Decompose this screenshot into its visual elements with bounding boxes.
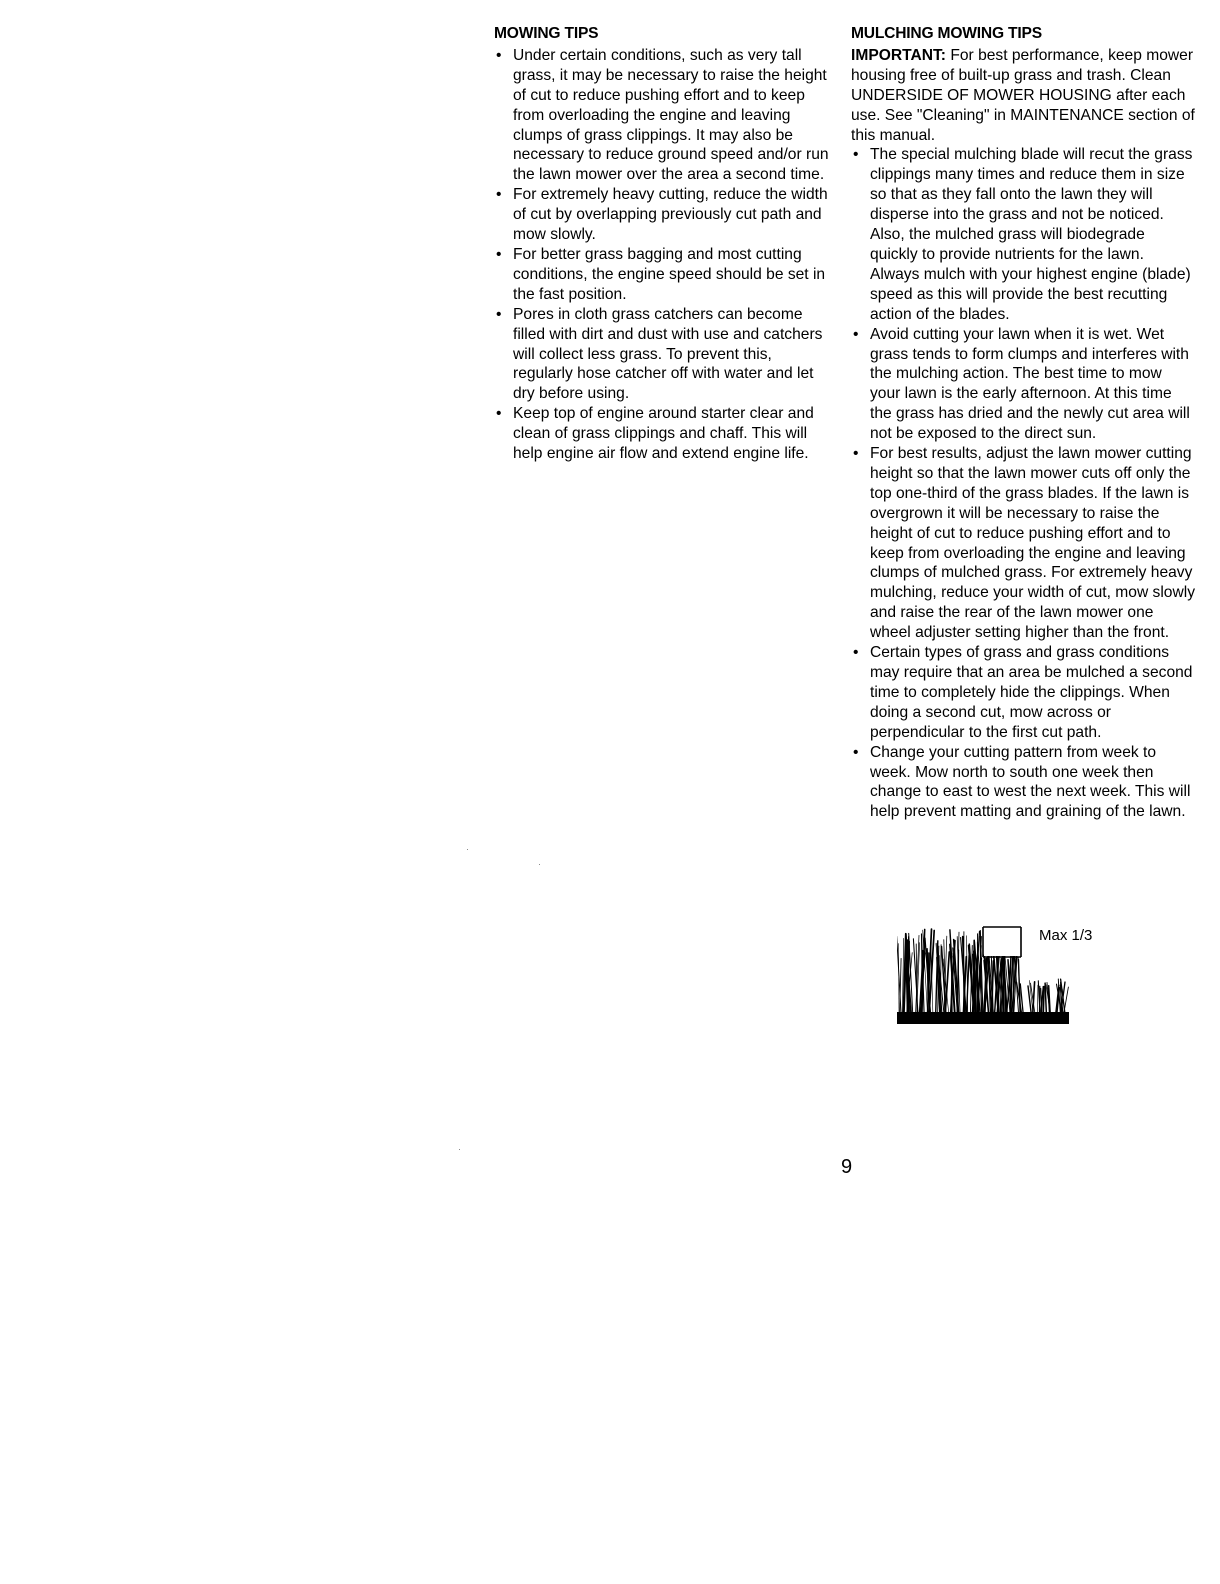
- page-number: 9: [841, 1156, 853, 1178]
- mowing-tips-list: [494, 46, 834, 464]
- list-item: • For better grass bagging and most cutting conditions, the engine speed should be set in the fast position.: [494, 245, 834, 305]
- mowing-tips-heading: MOWING TIPS: [494, 25, 599, 42]
- list-item: • Keep top of engine around starter clear and clean of grass clippings and chaff. This will help engine air flow and extend engine life.: [494, 404, 834, 464]
- important-note: [851, 46, 1196, 146]
- grass-base: [897, 1012, 1069, 1024]
- list-item: • For best results, adjust the lawn mower cutting height so that the lawn mower cuts off only the top one-third of the grass blades. If the lawn is overgrown it will be necessary to raise the height of cut to reduce pushing effort and to keep from overloading the engine and leaving clumps of mulched grass. For extremely heavy mulching, reduce your width of cut, mow slowly and raise the rear of the lawn mower one wheel adjuster setting higher than the front.: [851, 444, 1196, 643]
- scan-speck: [459, 1149, 460, 1150]
- list-item: • For extremely heavy cutting, reduce the width of cut by overlapping previously cut path and mow slowly.: [494, 185, 834, 245]
- cut-height-window: [984, 928, 1020, 956]
- mowing-tips-column: [494, 24, 834, 464]
- important-label: IMPORTANT:: [851, 46, 946, 64]
- max-third-label: Max 1/3: [1039, 927, 1093, 944]
- list-item: • Change your cutting pattern from week to week. Mow north to south one week then change to east to west the next week. This will help prevent matting and graining of the lawn.: [851, 743, 1196, 823]
- list-item: • The special mulching blade will recut the grass clippings many times and reduce them in size so that as they fall onto the lawn they will disperse into the grass and not be noticed. Also, the mulched grass will biodegrade quickly to provide nutrients for the lawn. Always mulch with your highest engine (blade) speed as this will provide the best recutting action of the blades.: [851, 145, 1196, 324]
- list-item: • Pores in cloth grass catchers can become filled with dirt and dust with use and catchers will collect less grass. To prevent this, regularly hose catcher off with water and let dry before using.: [494, 305, 834, 405]
- mulching-tips-heading: MULCHING MOWING TIPS: [851, 25, 1042, 42]
- important-text: For best performance, keep mower housing free of built-up grass and trash. Clean UNDERSIDE OF MOWER HOUSING after each use. See "Cleaning" in MAINTENANCE section of this manual.: [851, 46, 1195, 144]
- list-item: • Under certain conditions, such as very tall grass, it may be necessary to raise the height of cut to reduce pushing effort and to keep from overloading the engine and leaving clumps of grass clippings. It may also be necessary to reduce ground speed and/or run the lawn mower over the area a second time.: [494, 46, 834, 185]
- mulching-tips-column: [851, 24, 1196, 822]
- scan-speck: [467, 849, 468, 850]
- grass-blade: [985, 959, 986, 1017]
- list-item: • Certain types of grass and grass conditions may require that an area be mulched a second time to completely hide the clippings. When doing a second cut, mow across or perpendicular to the first cut path.: [851, 643, 1196, 743]
- grass-blade: [1019, 960, 1021, 1017]
- list-item: • Avoid cutting your lawn when it is wet. Wet grass tends to form clumps and interferes with the mulching action. The best time to mow your lawn is the early afternoon. At this time the grass has dried and the newly cut area will not be exposed to the direct sun.: [851, 325, 1196, 444]
- mulching-tips-list: [851, 145, 1196, 822]
- scan-speck: [539, 864, 540, 865]
